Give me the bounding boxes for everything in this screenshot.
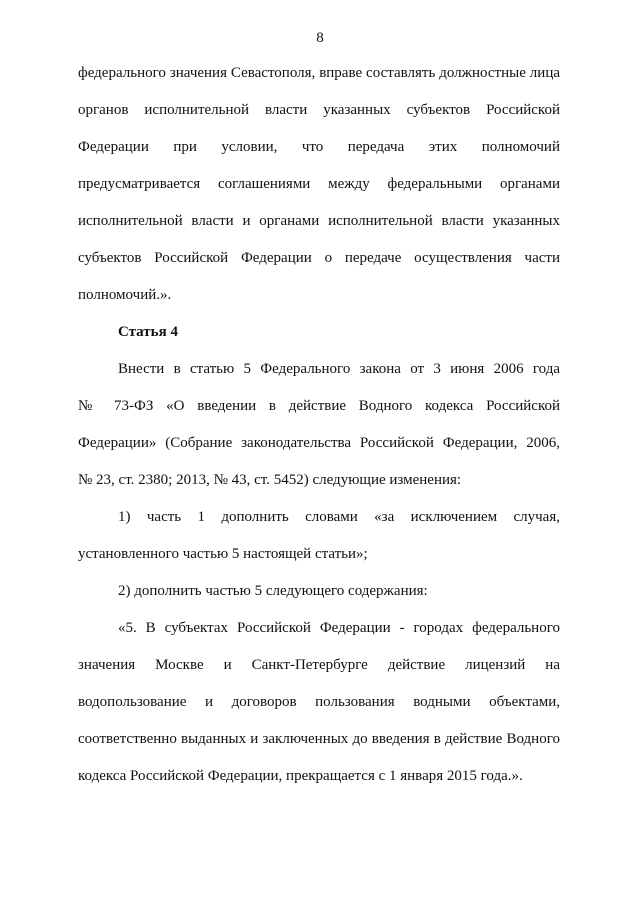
- article-heading: Статья 4: [118, 324, 178, 340]
- text-line: установленного частью 5 настоящей статьи»;: [78, 546, 368, 562]
- text-line: соответственно выданных и заключенных до введения в действие Водного: [78, 731, 560, 747]
- text-line: полномочий.».: [78, 287, 172, 303]
- text-line: предусматривается соглашениями между федеральными органами: [78, 176, 560, 192]
- text-line: исполнительной власти и органами исполнительной власти указанных: [78, 213, 560, 229]
- text-line: водопользование и договоров пользования водными объектами,: [78, 694, 560, 710]
- text-line: Федерации при условии, что передача этих полномочий: [78, 139, 560, 155]
- text-line: субъектов Российской Федерации о передаче осуществления части: [78, 250, 560, 266]
- page-number: 8: [316, 30, 324, 46]
- text-line: кодекса Российской Федерации, прекращается с 1 января 2015 года.».: [78, 768, 523, 784]
- text-line: 2) дополнить частью 5 следующего содержания:: [118, 583, 428, 599]
- text-line: федерального значения Севастополя, вправе составлять должностные лица: [78, 65, 560, 81]
- text-line: Федерации» (Собрание законодательства Российской Федерации, 2006,: [78, 435, 560, 451]
- text-line: «5. В субъектах Российской Федерации - городах федерального: [118, 620, 560, 636]
- text-line: 1) часть 1 дополнить словами «за исключением случая,: [118, 509, 560, 525]
- text-line: органов исполнительной власти указанных субъектов Российской: [78, 102, 560, 118]
- text-line: № 23, ст. 2380; 2013, № 43, ст. 5452) следующие изменения:: [78, 472, 462, 488]
- text-line: Внести в статью 5 Федерального закона от 3 июня 2006 года: [118, 361, 560, 377]
- text-line: № 73-ФЗ «О введении в действие Водного кодекса Российской: [78, 398, 560, 414]
- document-body: [78, 55, 560, 795]
- text-line: значения Москве и Санкт-Петербурге действие лицензий на: [78, 657, 560, 673]
